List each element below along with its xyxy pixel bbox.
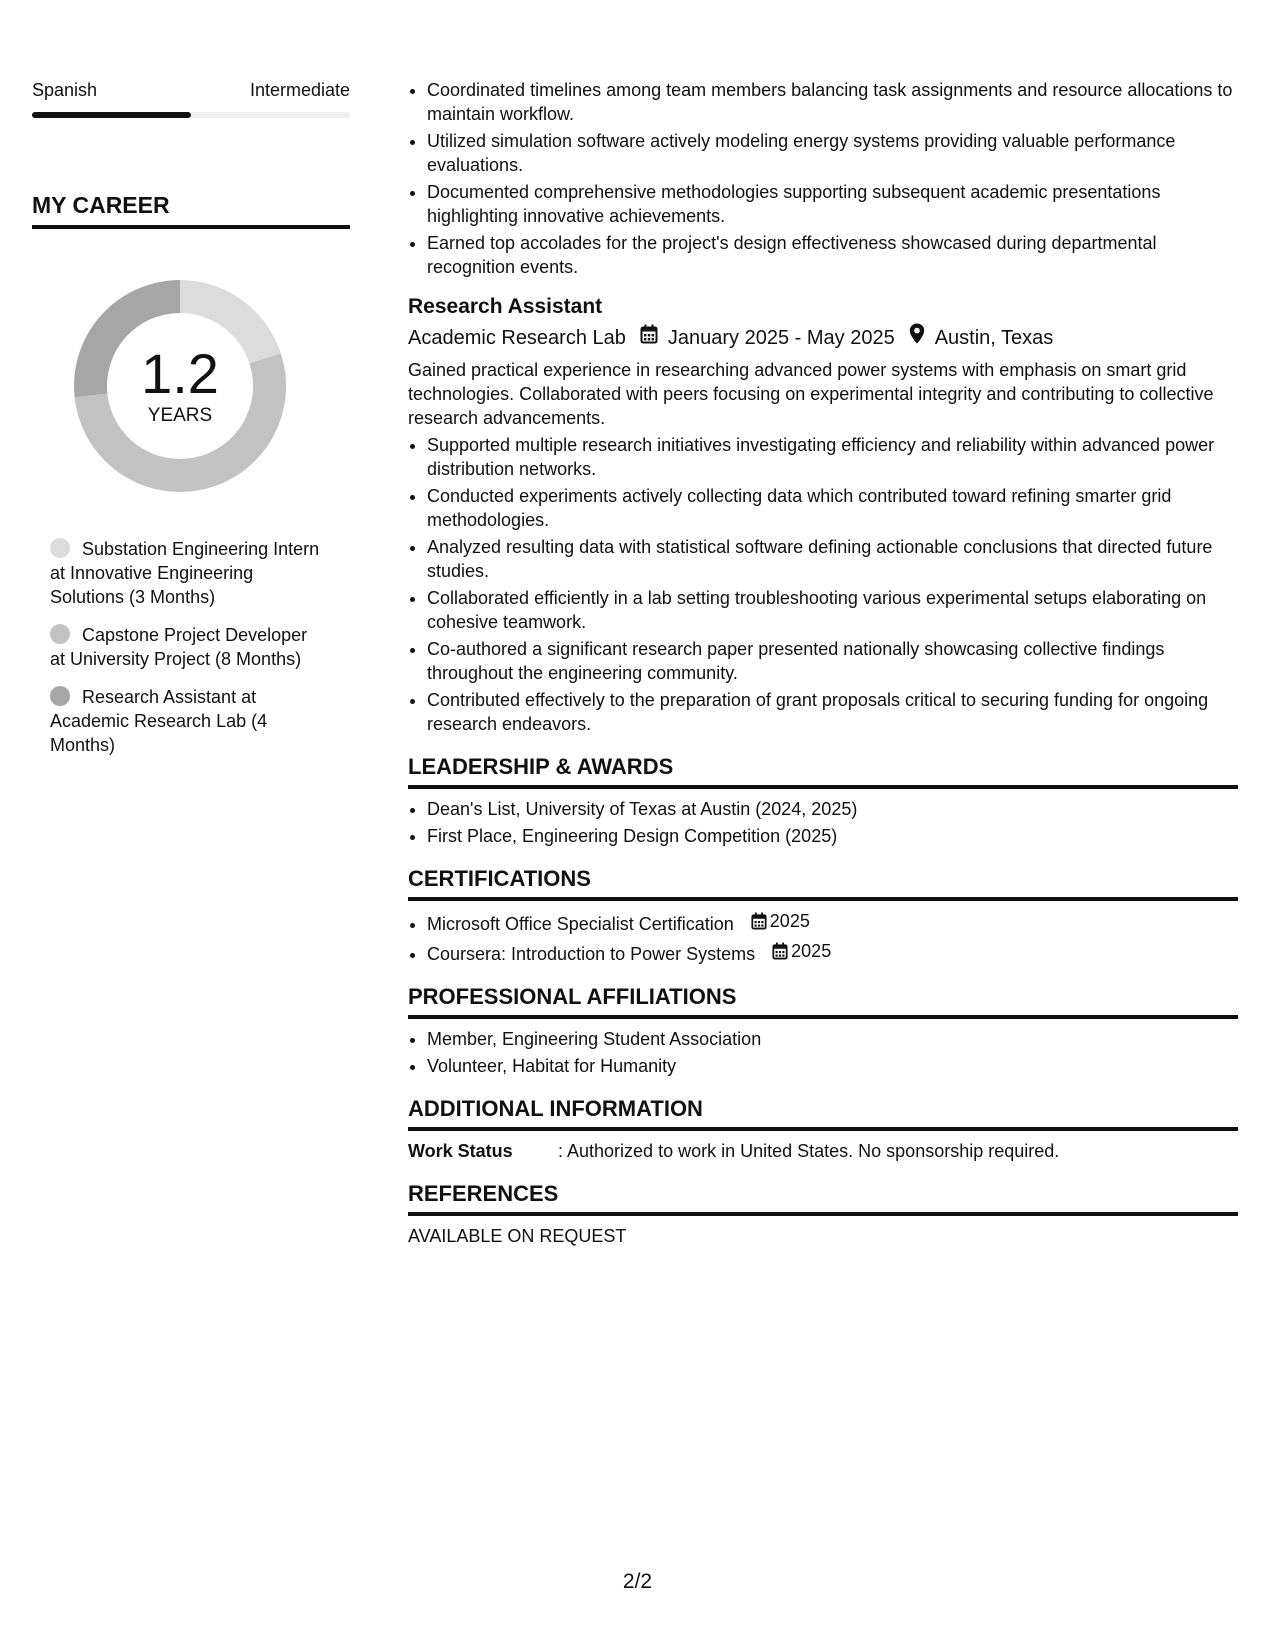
list-item: [427, 939, 1238, 966]
work-status-label: Work Status: [408, 1141, 513, 1161]
legend-label: Substation Engineering Intern at Innovative Engineering Solutions (3 Months): [50, 539, 320, 607]
location-pin-icon: [909, 323, 925, 352]
certification-name: Coursera: Introduction to Power Systems: [427, 944, 756, 964]
calendar-icon: [772, 942, 788, 960]
legend-item: [50, 623, 325, 671]
list-item: • Documented comprehensive methodologies supporting subsequent academic presentations highlighting innovative achievements.: [427, 180, 1238, 228]
legend-label: Capstone Project Developer at University Project (8 Months): [50, 625, 308, 669]
affiliations-list: [408, 1027, 1238, 1078]
certification-year: 2025: [791, 941, 832, 961]
list-item: • Dean's List, University of Texas at Austin (2024, 2025): [427, 797, 1238, 821]
job-dates: January 2025 - May 2025: [667, 326, 895, 349]
legend-label: Research Assistant at Academic Research Lab (4 Months): [50, 687, 268, 755]
certification-year: 2025: [769, 911, 810, 931]
career-donut-chart: [65, 271, 295, 501]
certifications-title: CERTIFICATIONS: [408, 866, 1238, 901]
legend-item: [50, 537, 325, 609]
certification-name: Microsoft Office Specialist Certification: [427, 914, 734, 934]
legend-item: [50, 685, 325, 757]
job-title: Research Assistant: [408, 295, 603, 318]
list-item: [427, 909, 1238, 936]
references-title: REFERENCES: [408, 1181, 1238, 1216]
donut-center: [65, 271, 295, 501]
list-item: • Co-authored a significant research paper presented nationally showcasing collective findings throughout the engineering community.: [427, 637, 1238, 685]
career-unit: YEARS: [147, 405, 213, 426]
career-title: MY CAREER: [32, 192, 350, 229]
job-location: Austin, Texas: [934, 326, 1054, 349]
language-level: Intermediate: [249, 80, 350, 100]
certification-date: [772, 939, 831, 963]
list-item: • Earned top accolades for the project's design effectiveness showcased during departmental recognition events.: [427, 231, 1238, 279]
job-meta: [408, 323, 1238, 352]
left-column: [32, 78, 350, 771]
additional-info-title: ADDITIONAL INFORMATION: [408, 1096, 1238, 1131]
career-total: 1.2: [141, 342, 219, 405]
list-item: • Contributed effectively to the preparation of grant proposals critical to securing funding for ongoing research endeavors.: [427, 688, 1238, 736]
list-item: • Volunteer, Habitat for Humanity: [427, 1054, 1238, 1078]
legend-dot-icon: [50, 686, 70, 706]
career-legend: [50, 537, 325, 757]
list-item: • Analyzed resulting data with statistical software defining actionable conclusions that directed future studies.: [427, 535, 1238, 583]
job-description: Gained practical experience in researching advanced power systems with emphasis on smart grid technologies. Collaborated with peers focusing on experimental integrity and contributing to collective research advancements.: [408, 360, 1214, 428]
language-name: Spanish: [32, 80, 98, 100]
references-text: AVAILABLE ON REQUEST: [408, 1226, 627, 1246]
calendar-icon: [751, 912, 767, 930]
language-proficiency-fill: [32, 112, 191, 118]
list-item: • Collaborated efficiently in a lab setting troubleshooting various experimental setups elaborating on cohesive teamwork.: [427, 586, 1238, 634]
calendar-icon: [640, 324, 658, 352]
leadership-title: LEADERSHIP & AWARDS: [408, 754, 1238, 789]
work-status-row: [408, 1139, 1238, 1163]
list-item: • Member, Engineering Student Association: [427, 1027, 1238, 1051]
language-proficiency-bar: [32, 112, 350, 118]
job-company: Academic Research Lab: [408, 326, 626, 349]
list-item: • Utilized simulation software actively modeling energy systems providing valuable performance evaluations.: [427, 129, 1238, 177]
leadership-list: [408, 797, 1238, 848]
list-item: • Coordinated timelines among team members balancing task assignments and resource allocations to maintain workflow.: [427, 78, 1238, 126]
right-column: [408, 78, 1238, 1248]
legend-dot-icon: [50, 538, 70, 558]
legend-dot-icon: [50, 624, 70, 644]
job-bullets: [408, 433, 1238, 736]
certification-date: [751, 909, 810, 933]
page-number: 2/2: [622, 1570, 653, 1593]
previous-job-bullets: [408, 78, 1238, 279]
language-row: [32, 78, 350, 102]
certifications-list: [408, 909, 1238, 966]
work-status-value: : Authorized to work in United States. No sponsorship required.: [558, 1141, 1060, 1161]
list-item: • First Place, Engineering Design Competition (2025): [427, 824, 1238, 848]
affiliations-title: PROFESSIONAL AFFILIATIONS: [408, 984, 1238, 1019]
list-item: • Supported multiple research initiatives investigating efficiency and reliability within advanced power distribution networks.: [427, 433, 1238, 481]
list-item: • Conducted experiments actively collecting data which contributed toward refining smarter grid methodologies.: [427, 484, 1238, 532]
